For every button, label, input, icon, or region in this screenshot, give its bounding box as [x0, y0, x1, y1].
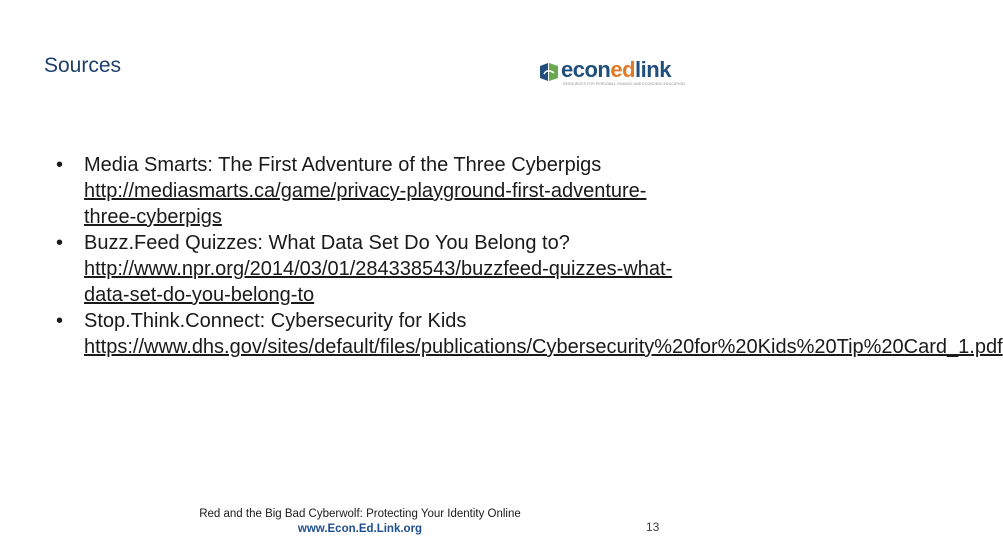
- source-title: Buzz.Feed Quizzes: What Data Set Do You Belong to?: [84, 232, 570, 254]
- footer-title: Red and the Big Bad Cyberwolf: Protecting Your Identity Online: [199, 508, 521, 520]
- source-title: Stop.Think.Connect: Cybersecurity for Kids: [84, 310, 467, 332]
- source-item-stop-think-connect: [56, 308, 1003, 360]
- page-number: 13: [646, 520, 660, 534]
- source-link-media-smarts[interactable]: http://mediasmarts.ca/game/privacy-playground-first-adventure-three-cyberpigs: [84, 180, 647, 228]
- slide-footer: [160, 507, 560, 537]
- logo-econ: econ: [561, 57, 611, 82]
- source-link-dhs[interactable]: https://www.dhs.gov/sites/default/files/publications/Cybersecurity%20for%20Kids%20Tip%20Card_1.pdf: [84, 336, 1003, 358]
- bullet-marker: •: [56, 154, 64, 176]
- sources-list: [56, 152, 1003, 360]
- source-item-buzzfeed: [56, 230, 696, 308]
- footer-link[interactable]: www.Econ.Ed.Link.org: [297, 523, 423, 535]
- logo-link: link: [635, 57, 671, 82]
- logo-ed: ed: [610, 57, 636, 82]
- logo-wordmark: [561, 57, 671, 83]
- econedlink-logo: [538, 58, 686, 90]
- slide-title: Sources: [44, 54, 122, 77]
- bullet-marker: •: [56, 232, 64, 254]
- bullet-marker: •: [56, 310, 64, 332]
- source-link-npr[interactable]: http://www.npr.org/2014/03/01/284338543/buzzfeed-quizzes-what-data-set-do-you-belong-to: [84, 258, 673, 306]
- logo-tagline: RESOURCES FOR PERSONAL FINANCE AND ECONOMIC EDUCATION: [563, 82, 685, 86]
- source-title: Media Smarts: The First Adventure of the Three Cyberpigs: [84, 154, 602, 176]
- econedlink-logo-icon: [538, 62, 560, 82]
- source-item-media-smarts: [56, 152, 696, 230]
